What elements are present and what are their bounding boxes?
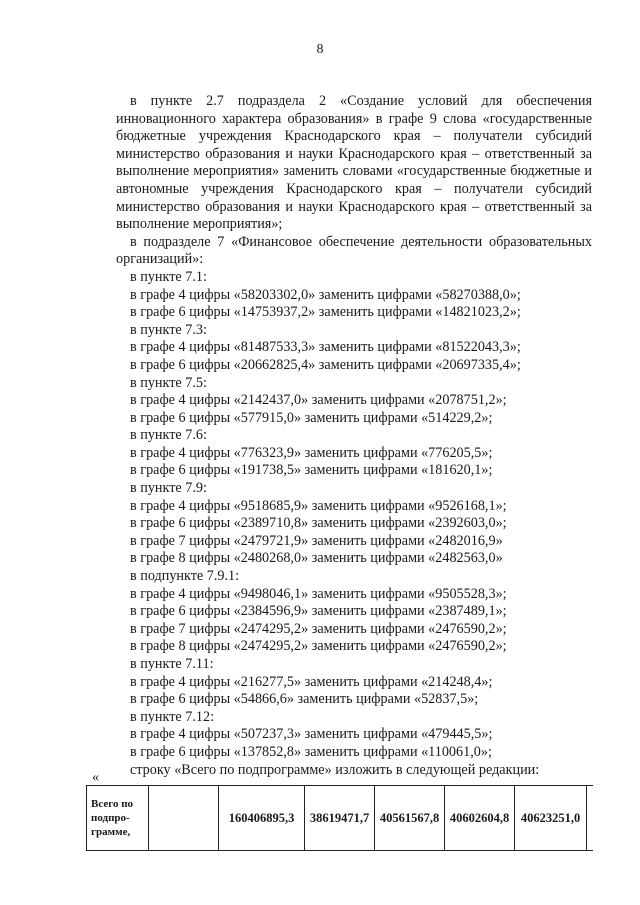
amendment-line: в пункте 7.9:	[130, 480, 207, 497]
total-value-cell: 160406895,3	[219, 786, 305, 851]
amendment-line: в графе 6 цифры «20662825,4» заменить цифрами «20697335,4»;	[130, 356, 521, 373]
total-value-cell: 40602604,8	[445, 786, 515, 851]
subprogram-total-table	[86, 785, 593, 851]
amendment-line: в графе 8 цифры «2480268,0» заменить цифрами «2482563,0»	[130, 550, 503, 567]
amendment-line: в пункте 7.3:	[130, 321, 207, 338]
amendment-line: строку «Всего по подпрограмме» изложить в следующей редакции:	[130, 761, 540, 778]
section-paragraph: в подразделе 7 «Финансовое обеспечение деятельности образовательных организаций»:	[116, 233, 592, 268]
amendment-line: в графе 4 цифры «507237,3» заменить цифрами «479445,5»;	[130, 726, 493, 743]
amendment-line: в графе 8 цифры «2474295,2» заменить цифрами «2476590,2»;	[130, 638, 507, 655]
intro-paragraph: в пункте 2.7 подраздела 2 «Создание условий для обеспечения инновационного характера образования» в графе 9 слова «государственные бюджетные учреждения Краснодарского края – получатели субсидий министерство образования и науки Краснодарского края – ответственный за выполнение мероприятия» заменить словами «государственные бюджетные и автономные учреждения Краснодарского края – получатели субсидий министерство образования и науки Краснодарского края – ответственный за выполнение мероприятия»;	[116, 93, 592, 233]
amendment-line: в подпункте 7.9.1:	[130, 568, 240, 585]
amendment-line: в графе 4 цифры «776323,9» заменить цифрами «776205,5»;	[130, 444, 493, 461]
amendment-line: в графе 4 цифры «2142437,0» заменить цифрами «2078751,2»;	[130, 392, 507, 409]
amendment-line: в графе 6 цифры «577915,0» заменить цифрами «514229,2»;	[130, 409, 493, 426]
total-value-cell: 40561567,8	[375, 786, 445, 851]
total-label-line: подпро-	[91, 812, 130, 824]
amendment-line: в графе 6 цифры «14753937,2» заменить цифрами «14821023,2»;	[130, 304, 521, 321]
amendment-line: в графе 7 цифры «2479721,9» заменить цифрами «2482016,9»	[130, 532, 503, 549]
total-label-line: грамме,	[91, 826, 131, 838]
total-label-cell	[87, 786, 149, 851]
amendment-lines	[116, 269, 592, 779]
amendment-line: в графе 7 цифры «2474295,2» заменить цифрами «2476590,2»;	[130, 620, 507, 637]
empty-cell	[587, 786, 594, 851]
amendment-line: в графе 4 цифры «58203302,0» заменить цифрами «58270388,0»;	[130, 286, 521, 303]
amendment-line: в пункте 7.11:	[130, 656, 214, 672]
amendment-line: в графе 4 цифры «9498046,1» заменить цифрами «9505528,3»;	[130, 585, 507, 602]
amendment-line: в графе 6 цифры «54866,6» заменить цифрами «52837,5»;	[130, 691, 479, 708]
total-value-cell: 38619471,7	[305, 786, 375, 851]
amendment-line: в пункте 7.6:	[130, 427, 207, 444]
amendment-line: в графе 4 цифры «9518685,9» заменить цифрами «9526168,1»;	[130, 497, 507, 514]
amendment-line: в графе 6 цифры «191738,5» заменить цифрами «181620,1»;	[130, 462, 493, 479]
amendment-line: в графе 4 цифры «216277,5» заменить цифрами «214248,4»;	[130, 673, 493, 690]
amendment-line: в графе 6 цифры «2384596,9» заменить цифрами «2387489,1»;	[130, 603, 507, 620]
page-number: 8	[316, 42, 324, 57]
amendment-line: в графе 4 цифры «81487533,3» заменить цифрами «81522043,3»;	[130, 339, 521, 356]
amendment-line: в графе 6 цифры «137852,8» заменить цифрами «110061,0»;	[130, 743, 492, 760]
total-label-line: Всего по	[91, 798, 134, 810]
table-row	[87, 786, 594, 851]
amendment-line: в пункте 7.1:	[130, 268, 207, 285]
opening-quote: «	[92, 770, 99, 785]
amendment-line: в пункте 7.5:	[130, 374, 207, 391]
amendment-line: в пункте 7.12:	[130, 708, 215, 725]
document-body	[116, 93, 592, 779]
amendment-line: в графе 6 цифры «2389710,8» заменить цифрами «2392603,0»;	[130, 515, 507, 532]
empty-cell	[149, 786, 219, 851]
total-value-cell: 40623251,0	[515, 786, 587, 851]
